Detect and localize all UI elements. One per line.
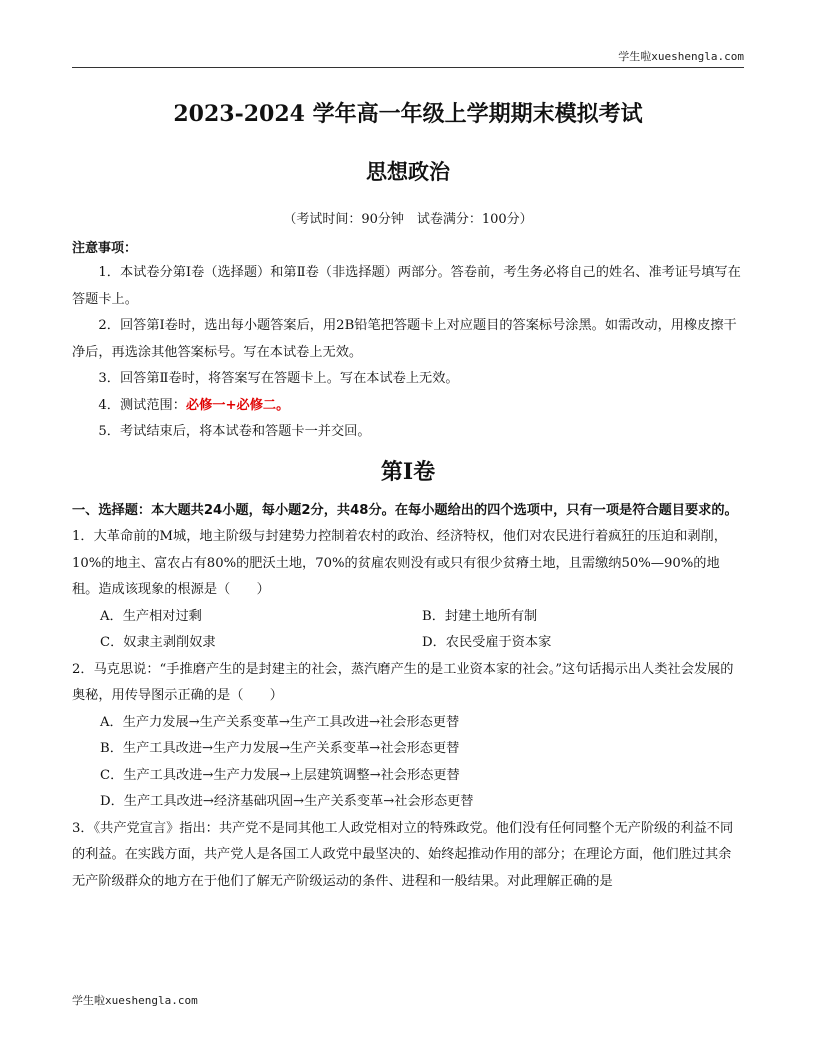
question-1-option-b: B．封建土地所有制 [422, 608, 538, 624]
question-2-stem: 2．马克思说：“手推磨产生的是封建主的社会，蒸汽磨产生的是工业资本家的社会。”这句话揭示出人类社会发展的奥秘，用传导图示正确的是（ ） [72, 661, 734, 703]
footer-watermark: 学生啦xueshengla.com [72, 994, 198, 1007]
subject-title: 思想政治 [366, 159, 450, 184]
question-3-stem: 3．《共产党宣言》指出：共产党不是同其他工人政党相对立的特殊政党。他们没有任何同整个无产阶级的利益不同的利益。在实践方面，共产党人是各国工人政党中最坚决的、始终起推动作用的部分；在理论方面，他们胜过其余无产阶级群众的地方在于他们了解无产阶级运动的条件、进程和一般结果。对此理解正确的是 [72, 820, 734, 889]
volume-title: 第Ⅰ卷 [380, 458, 436, 485]
question-2-option-a: A．生产力发展→生产关系变革→生产工具改进→社会形态更替 [100, 714, 460, 730]
test-scope: 必修一+必修二。 [185, 397, 290, 413]
header-rule [72, 67, 744, 68]
exam-title: 2023-2024 学年高一年级上学期期末模拟考试 [173, 101, 643, 127]
exam-page [72, 96, 744, 895]
exam-info: （考试时间：90分钟 试卷满分：100分） [283, 212, 533, 227]
section-heading: 一、选择题：本大题共24小题，每小题2分，共48分。在每小题给出的四个选项中，只有一项是符合题目要求的。 [72, 502, 738, 518]
question-2-option-b: B．生产工具改进→生产力发展→生产关系变革→社会形态更替 [100, 741, 460, 756]
question-1-stem: 1．大革命前的M城，地主阶级与封建势力控制着农村的政治、经济特权，他们对农民进行着疯狂的压迫和剥削，10%的地主、富农占有80%的肥沃土地，70%的贫雇农则没有或只有很少贫瘠土地，且需缴纳50%—90%的地租。造成该现象的根源是（ ） [72, 529, 727, 597]
header-watermark: 学生啦xueshengla.com [618, 50, 744, 63]
notice-item-1: 1．本试卷分第Ⅰ卷（选择题）和第Ⅱ卷（非选择题）两部分。答卷前，考生务必将自己的姓名、准考证号填写在答题卡上。 [72, 265, 741, 307]
question-1-option-a: A．生产相对过剩 [100, 608, 202, 624]
question-1-option-d: D．农民受雇于资本家 [422, 635, 552, 650]
notice-item-2: 2．回答第Ⅰ卷时，选出每小题答案后，用2B铅笔把答题卡上对应题目的答案标号涂黑。如需改动，用橡皮擦干净后，再选涂其他答案标号。写在本试卷上无效。 [72, 318, 737, 360]
question-2-option-d: D．生产工具改进→经济基础巩固→生产关系变革→社会形态更替 [100, 794, 474, 809]
notice-item-4 [72, 393, 744, 420]
notice-heading: 注意事项： [72, 241, 138, 256]
notice-item-3: 3．回答第Ⅱ卷时，将答案写在答题卡上。写在本试卷上无效。 [98, 371, 459, 386]
notice-item-5: 5．考试结束后，将本试卷和答题卡一并交回。 [98, 424, 371, 439]
question-1-options [72, 604, 744, 657]
question-2-option-c: C．生产工具改进→生产力发展→上层建筑调整→社会形态更替 [100, 767, 460, 783]
notice-item-4-prefix: 4．测试范围： [98, 397, 186, 413]
question-1-option-c: C．奴隶主剥削奴隶 [100, 635, 216, 650]
